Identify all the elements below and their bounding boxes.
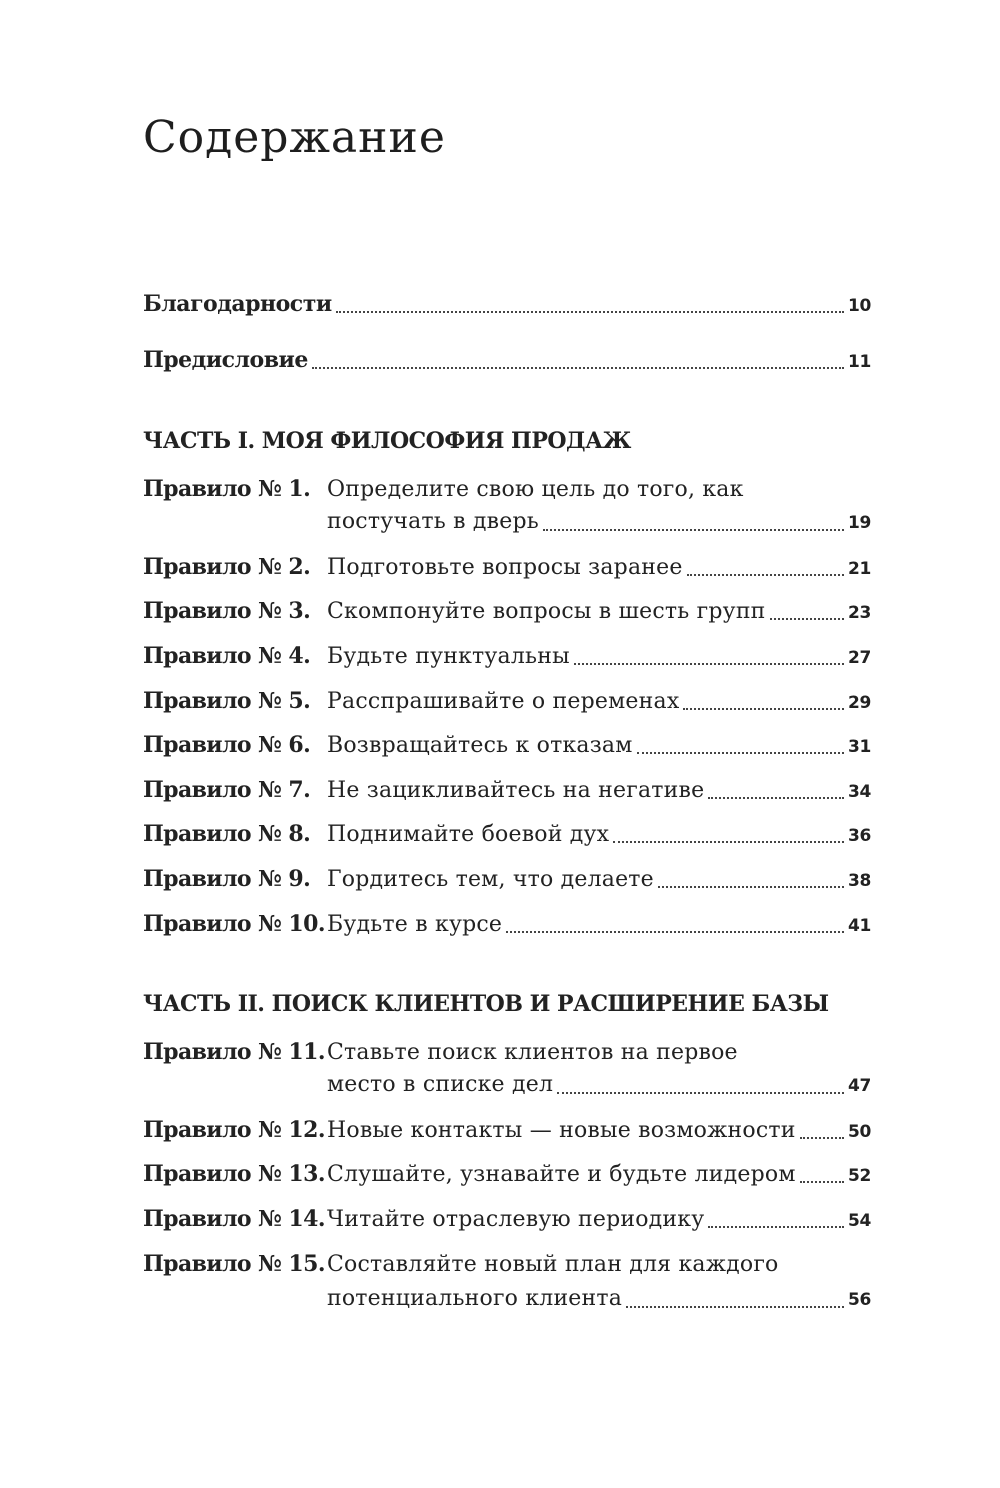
dot-leader xyxy=(626,1300,844,1308)
page-number: 50 xyxy=(847,1122,871,1142)
dot-leader xyxy=(506,925,844,933)
toc-entry-rule-1-line2[interactable] xyxy=(143,506,871,538)
dot-leader xyxy=(770,612,844,620)
page-number: 23 xyxy=(847,603,871,623)
rule-label: Правило № 8. xyxy=(143,821,311,847)
page-number: 34 xyxy=(847,782,871,802)
dot-leader xyxy=(800,1175,844,1183)
page-number: 19 xyxy=(847,513,871,533)
toc-entry-rule-15-line2[interactable] xyxy=(143,1283,871,1315)
rule-title: Определите свою цель до того, как xyxy=(327,477,744,502)
toc-entry-rule-13[interactable] xyxy=(143,1158,871,1190)
rule-title: Будьте в курсе xyxy=(327,912,503,937)
part-heading-2: ЧАСТЬ II. ПОИСК КЛИЕНТОВ И РАСШИРЕНИЕ БАЗЫ xyxy=(143,991,829,1017)
toc-entry-rule-14[interactable] xyxy=(143,1203,871,1235)
rule-title: Не зацикливайтесь на негативе xyxy=(327,778,705,803)
toc-entry-rule-6[interactable] xyxy=(143,729,871,761)
toc-entry-acknowledgements[interactable] xyxy=(143,288,871,320)
rule-title: Возвращайтесь к отказам xyxy=(327,733,633,758)
rule-label: Правило № 5. xyxy=(143,688,311,714)
dot-leader xyxy=(543,523,844,531)
rule-title: Скомпонуйте вопросы в шесть групп xyxy=(327,599,766,624)
page-title: Содержание xyxy=(143,112,446,163)
dot-leader xyxy=(336,305,844,313)
page-number: 29 xyxy=(847,693,871,713)
toc-entry-rule-3[interactable] xyxy=(143,595,871,627)
toc-entry-rule-10[interactable] xyxy=(143,908,871,940)
toc-entry-rule-2[interactable] xyxy=(143,551,871,583)
page-number: 38 xyxy=(847,871,871,891)
page-number: 21 xyxy=(847,559,871,579)
rule-title: Составляйте новый план для каждого xyxy=(327,1252,779,1277)
rule-title: Подготовьте вопросы заранее xyxy=(327,555,683,580)
toc-entry-rule-12[interactable] xyxy=(143,1114,871,1146)
toc-entry-rule-9[interactable] xyxy=(143,863,871,895)
dot-leader xyxy=(708,791,844,799)
toc-entry-rule-15-line1[interactable] xyxy=(143,1248,871,1280)
rule-label: Правило № 1. xyxy=(143,476,311,502)
rule-label: Правило № 3. xyxy=(143,598,311,624)
rule-title-continued: место в списке дел xyxy=(327,1072,554,1097)
dot-leader xyxy=(708,1220,844,1228)
dot-leader xyxy=(574,657,844,665)
page-number: 52 xyxy=(847,1166,871,1186)
rule-title-continued: постучать в дверь xyxy=(327,509,539,534)
page-number: 36 xyxy=(847,826,871,846)
rule-label: Правило № 12. xyxy=(143,1117,325,1143)
rule-title: Ставьте поиск клиентов на первое xyxy=(327,1040,738,1065)
dot-leader xyxy=(687,568,844,576)
toc-entry-preface[interactable] xyxy=(143,344,871,376)
dot-leader xyxy=(683,702,844,710)
page-number: 47 xyxy=(847,1076,871,1096)
dot-leader xyxy=(312,361,844,369)
toc-entry-label: Предисловие xyxy=(143,347,308,373)
rule-label: Правило № 10. xyxy=(143,911,325,937)
rule-label: Правило № 7. xyxy=(143,777,311,803)
rule-title: Слушайте, узнавайте и будьте лидером xyxy=(327,1162,796,1187)
toc-entry-rule-11-line2[interactable] xyxy=(143,1069,871,1101)
page-number: 54 xyxy=(847,1211,871,1231)
page-number: 27 xyxy=(847,648,871,668)
rule-title: Гордитесь тем, что делаете xyxy=(327,867,654,892)
toc-entry-rule-1-line1[interactable] xyxy=(143,473,871,505)
page-number: 31 xyxy=(847,737,871,757)
page-number: 56 xyxy=(847,1290,871,1310)
rule-title-continued: потенциального клиента xyxy=(327,1286,623,1311)
rule-title: Новые контакты — новые возможности xyxy=(327,1118,796,1143)
rule-label: Правило № 9. xyxy=(143,866,311,892)
toc-entry-rule-4[interactable] xyxy=(143,640,871,672)
toc-entry-rule-5[interactable] xyxy=(143,685,871,717)
toc-entry-rule-11-line1[interactable] xyxy=(143,1036,871,1068)
dot-leader xyxy=(557,1086,844,1094)
toc-entry-label: Благодарности xyxy=(143,291,332,317)
rule-label: Правило № 15. xyxy=(143,1251,325,1277)
rule-title: Читайте отраслевую периодику xyxy=(327,1207,705,1232)
toc-entry-rule-8[interactable] xyxy=(143,818,871,850)
rule-label: Правило № 13. xyxy=(143,1161,325,1187)
rule-title: Расспрашивайте о переменах xyxy=(327,689,680,714)
page-number: 41 xyxy=(847,916,871,936)
rule-label: Правило № 11. xyxy=(143,1039,325,1065)
rule-title: Поднимайте боевой дух xyxy=(327,822,610,847)
rule-title: Будьте пунктуальны xyxy=(327,644,570,669)
rule-label: Правило № 14. xyxy=(143,1206,325,1232)
page-number: 11 xyxy=(847,352,871,372)
dot-leader xyxy=(637,746,844,754)
dot-leader xyxy=(613,835,844,843)
rule-label: Правило № 4. xyxy=(143,643,311,669)
rule-label: Правило № 6. xyxy=(143,732,311,758)
rule-label: Правило № 2. xyxy=(143,554,311,580)
page-number: 10 xyxy=(847,296,871,316)
toc-entry-rule-7[interactable] xyxy=(143,774,871,806)
dot-leader xyxy=(800,1131,844,1139)
part-heading-1: ЧАСТЬ I. МОЯ ФИЛОСОФИЯ ПРОДАЖ xyxy=(143,428,631,454)
dot-leader xyxy=(658,880,844,888)
